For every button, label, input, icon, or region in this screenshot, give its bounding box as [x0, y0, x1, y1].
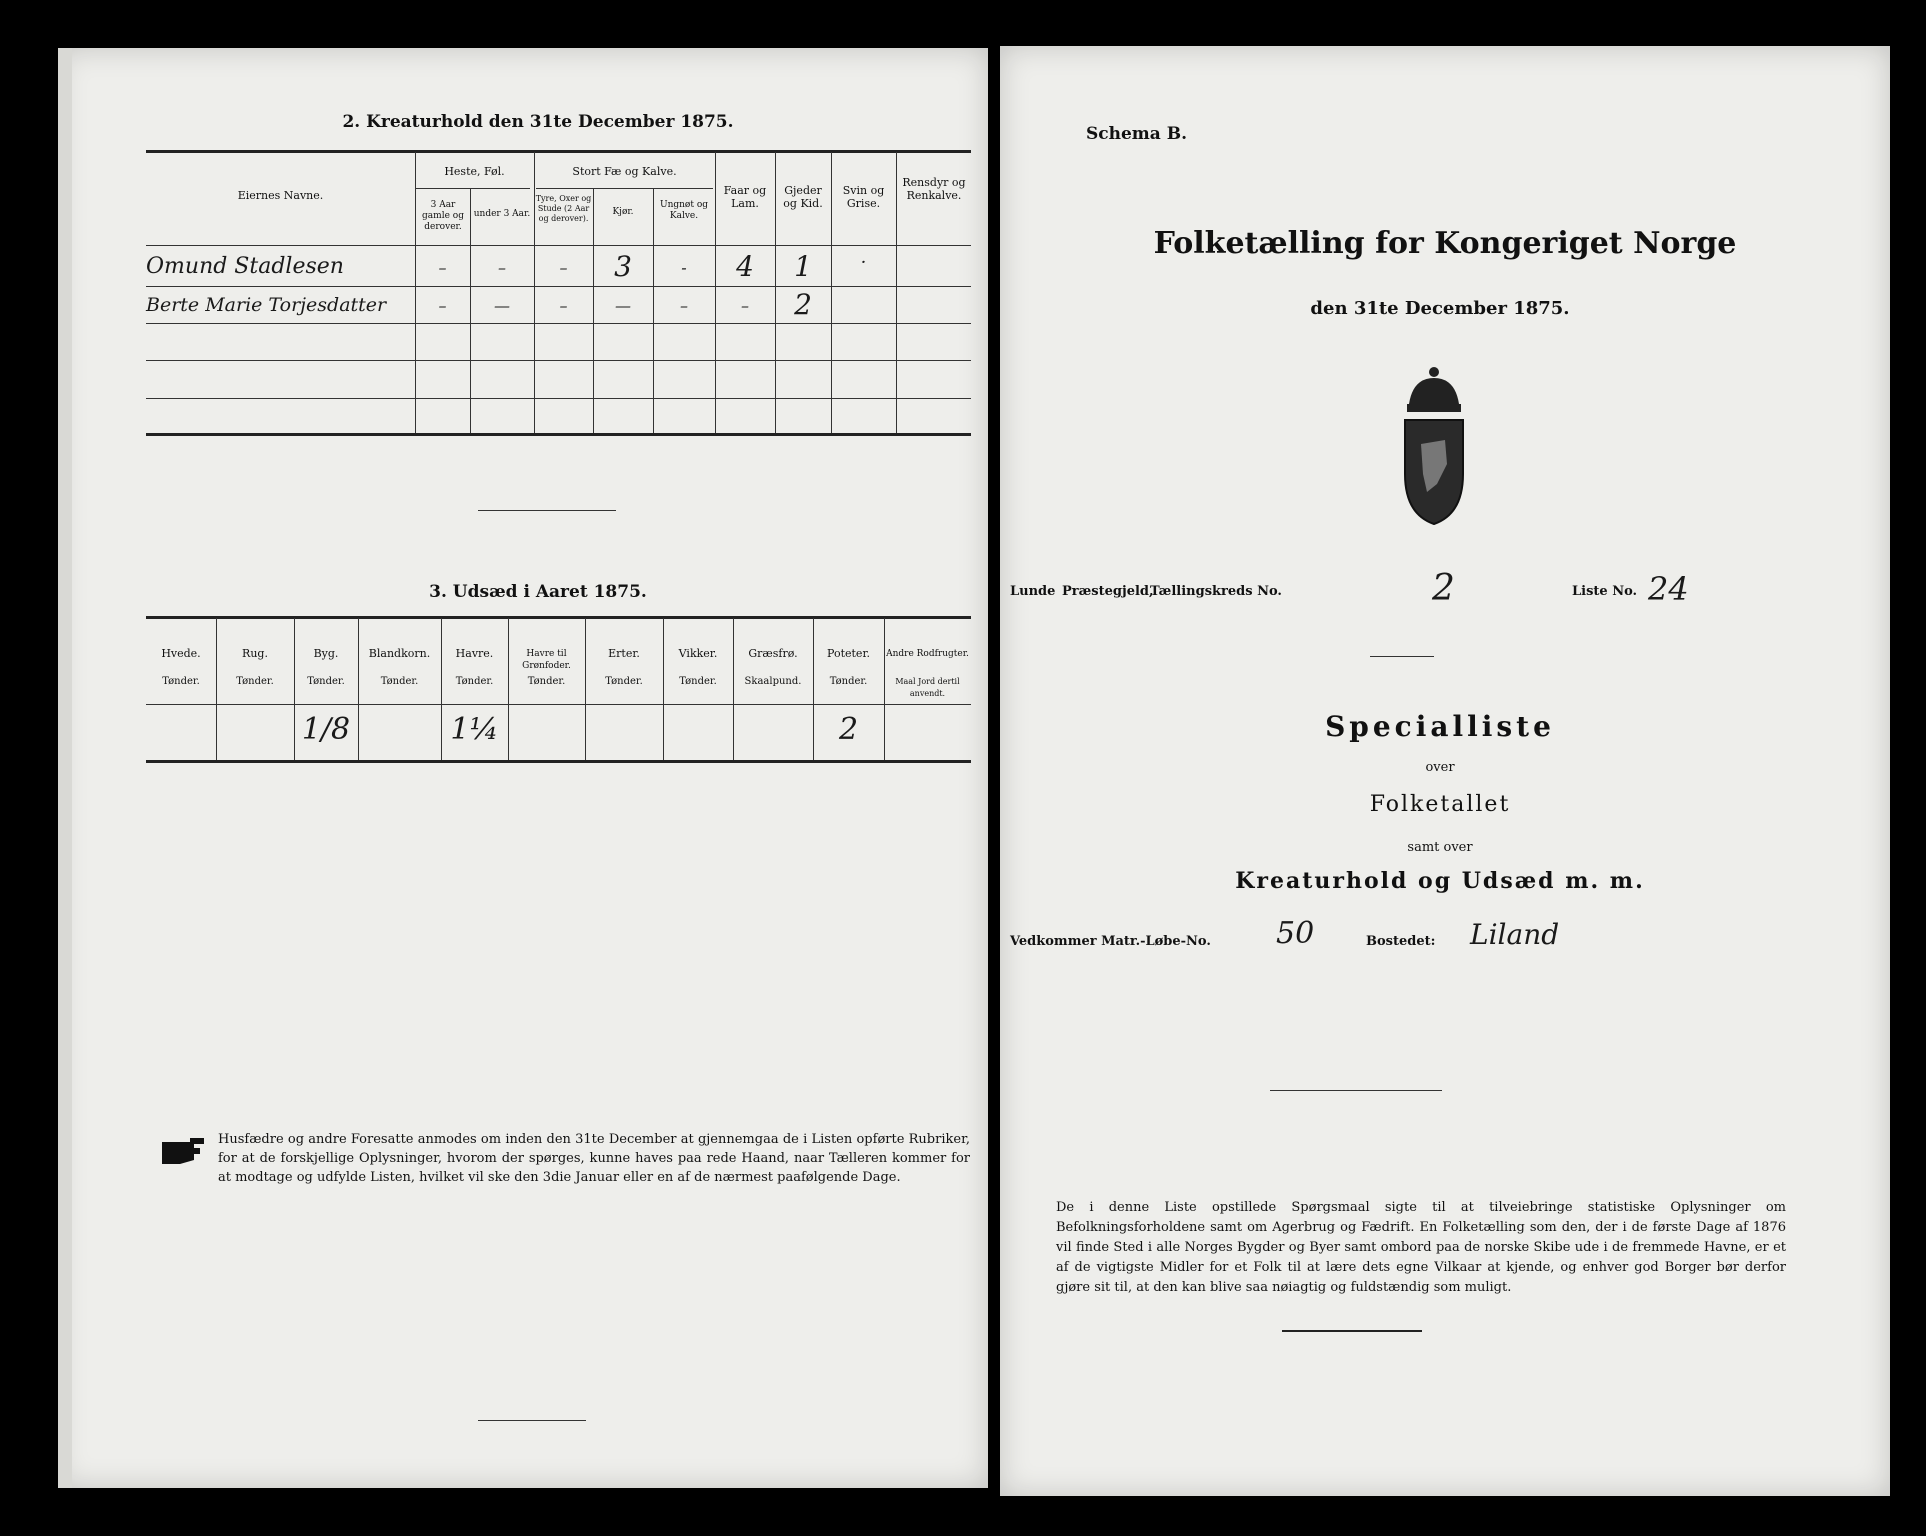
- seed-unit: Tønder.: [455, 676, 494, 687]
- cell: -: [681, 258, 687, 277]
- matr-number: 50: [1276, 916, 1315, 951]
- cell: –: [498, 258, 506, 277]
- header-cattle: Stort Fæ og Kalve.: [572, 165, 677, 178]
- seed-header: Hvede.: [161, 647, 201, 660]
- seed-header: Vikker.: [678, 647, 718, 660]
- table-rule: [146, 704, 971, 705]
- list-label: Liste No.: [1572, 584, 1638, 599]
- table-rule: [146, 245, 971, 246]
- folketallet-text: Folketallet: [1369, 792, 1511, 817]
- header-horses: Heste, Føl.: [444, 165, 505, 178]
- table-rule: [508, 618, 509, 760]
- divider: [1270, 1090, 1442, 1091]
- table-rule: [536, 188, 713, 189]
- cell: 1: [794, 250, 812, 283]
- divider: [1282, 1330, 1422, 1332]
- divider: [1370, 656, 1434, 657]
- cell: –: [559, 296, 568, 315]
- seed-header: Rug.: [242, 647, 268, 660]
- seed-header: Poteter.: [827, 647, 870, 660]
- header-reindeer: Rensdyr og Renkalve.: [902, 176, 966, 202]
- seed-header: Græsfrø.: [748, 647, 798, 660]
- table-rule: [358, 618, 359, 760]
- header-owner: Eiernes Navne.: [237, 189, 324, 202]
- seed-value: 2: [838, 712, 859, 747]
- over-text: over: [1425, 760, 1455, 775]
- seed-unit: Tønder.: [829, 676, 868, 687]
- bosted-label: Bostedet:: [1366, 934, 1436, 949]
- district-number: 2: [1432, 568, 1455, 609]
- owner-name: Omund Stadlesen: [146, 254, 344, 279]
- coat-of-arms-icon: [1393, 364, 1475, 534]
- seed-title: 3. Udsæd i Aaret 1875.: [429, 582, 647, 602]
- table-rule: [415, 152, 416, 433]
- divider: [478, 510, 616, 511]
- main-date: den 31te December 1875.: [1310, 298, 1570, 319]
- seed-unit: Tønder.: [380, 676, 419, 687]
- header-calves: Ungnøt og Kalve.: [659, 200, 708, 221]
- table-rule: [146, 150, 971, 153]
- bosted-value: Liland: [1470, 918, 1560, 951]
- list-number: 24: [1648, 570, 1689, 608]
- cell: –: [559, 258, 568, 277]
- table-rule: [146, 433, 971, 436]
- header-cows: Kjør.: [612, 207, 634, 217]
- table-rule: [585, 618, 586, 760]
- table-rule: [146, 398, 971, 399]
- cell: –: [438, 258, 447, 277]
- district-label: Tællingskreds No.: [1150, 584, 1282, 599]
- header-goats: Gjeder og Kid.: [783, 184, 823, 210]
- seed-unit: Tønder.: [162, 676, 200, 687]
- header-bulls: Tyre, Oxer og Stude (2 Aar og derover).: [535, 194, 592, 223]
- left-page: [58, 48, 988, 1488]
- cell: —: [494, 296, 510, 315]
- seed-header: Andre Rodfrugter.: [886, 649, 969, 659]
- main-title: Folketælling for Kongeriget Norge: [1153, 226, 1737, 261]
- seed-unit: Tønder.: [527, 676, 566, 687]
- seed-header: Havre til Grønfoder.: [522, 649, 571, 671]
- cell: 4: [736, 250, 754, 283]
- parish-label: Præstegjeld,: [1062, 584, 1154, 599]
- kreatur-title: Kreaturhold og Udsæd m. m.: [1235, 868, 1645, 894]
- table-rule: [216, 618, 217, 760]
- special-title: Specialliste: [1325, 710, 1555, 743]
- table-rule: [415, 188, 530, 189]
- pointing-hand-icon: [160, 1134, 208, 1168]
- seed-header: Byg.: [313, 647, 339, 660]
- livestock-title: 2. Kreaturhold den 31te December 1875.: [342, 112, 734, 132]
- seed-unit: Skaalpund.: [744, 676, 802, 687]
- header-horses-old: 3 Aar gamle og derover.: [422, 200, 464, 232]
- matr-label: Vedkommer Matr.-Løbe-No.: [1010, 934, 1211, 949]
- parish-name: Lunde: [1010, 584, 1056, 599]
- table-rule: [146, 286, 971, 287]
- seed-header: Havre.: [455, 647, 494, 660]
- schema-label: Schema B.: [1086, 124, 1188, 144]
- footer-text: De i denne Liste opstillede Spørgsmaal sigte til at tilveiebringe statistiske Oplysninger om Befolkningsforholdene samt om Agerbrug og Fædrift. En Folketælling som den, der i de første Dage af 1876 vil finde Sted i alle Norges Bygder og Byer samt ombord paa de norske Skibe ude i de fremmede Havne, er et af de vigtigste Midler for et Folk til at lære dets egne Vilkaar at kjende, og enhver god Borger bør derfor gjøre sit til, at den kan blive saa nøiagtig og fuldstændig som muligt.: [1056, 1200, 1786, 1295]
- page-edge: [58, 48, 72, 1488]
- table-rule: [733, 618, 734, 760]
- cell: ·: [860, 252, 867, 273]
- owner-name: Berte Marie Torjesdatter: [146, 294, 387, 316]
- table-rule: [146, 760, 971, 763]
- seed-value: 1/8: [301, 712, 351, 747]
- cell: —: [615, 296, 631, 315]
- seed-unit: Tønder.: [679, 676, 717, 687]
- header-sheep: Faar og Lam.: [723, 184, 767, 210]
- divider: [478, 1420, 586, 1421]
- seed-value: 1¼: [450, 712, 499, 747]
- seed-unit: Tønder.: [307, 676, 345, 687]
- notice-text: Husfædre og andre Foresatte anmodes om inden den 31te December at gjennemgaa de i Listen opførte Rubriker, for at de forskjellige Oplysninger, hvorom der spørges, kunne haves paa rede Haand, naar Tælleren kommer for at modtage og udfylde Listen, hvilket vil ske den 3die Januar eller en af de nærmest paafølgende Dage.: [218, 1132, 970, 1185]
- table-rule: [146, 360, 971, 361]
- table-rule: [146, 323, 971, 324]
- cell: –: [741, 296, 749, 315]
- seed-unit: Tønder.: [605, 676, 643, 687]
- header-pigs: Svin og Grise.: [842, 184, 885, 210]
- cell: 2: [794, 288, 812, 321]
- samt-over-text: samt over: [1407, 840, 1473, 855]
- seed-header: Erter.: [608, 647, 640, 660]
- table-rule: [146, 616, 971, 619]
- table-rule: [663, 618, 664, 760]
- seed-unit: Maal Jord dertil anvendt.: [895, 677, 960, 698]
- seed-unit: Tønder.: [236, 676, 274, 687]
- right-page: [1000, 46, 1890, 1496]
- cell: –: [438, 296, 447, 315]
- header-horses-young: under 3 Aar.: [473, 209, 531, 219]
- cell: 3: [614, 250, 632, 283]
- seed-header: Blandkorn.: [368, 647, 431, 660]
- cell: –: [680, 296, 688, 315]
